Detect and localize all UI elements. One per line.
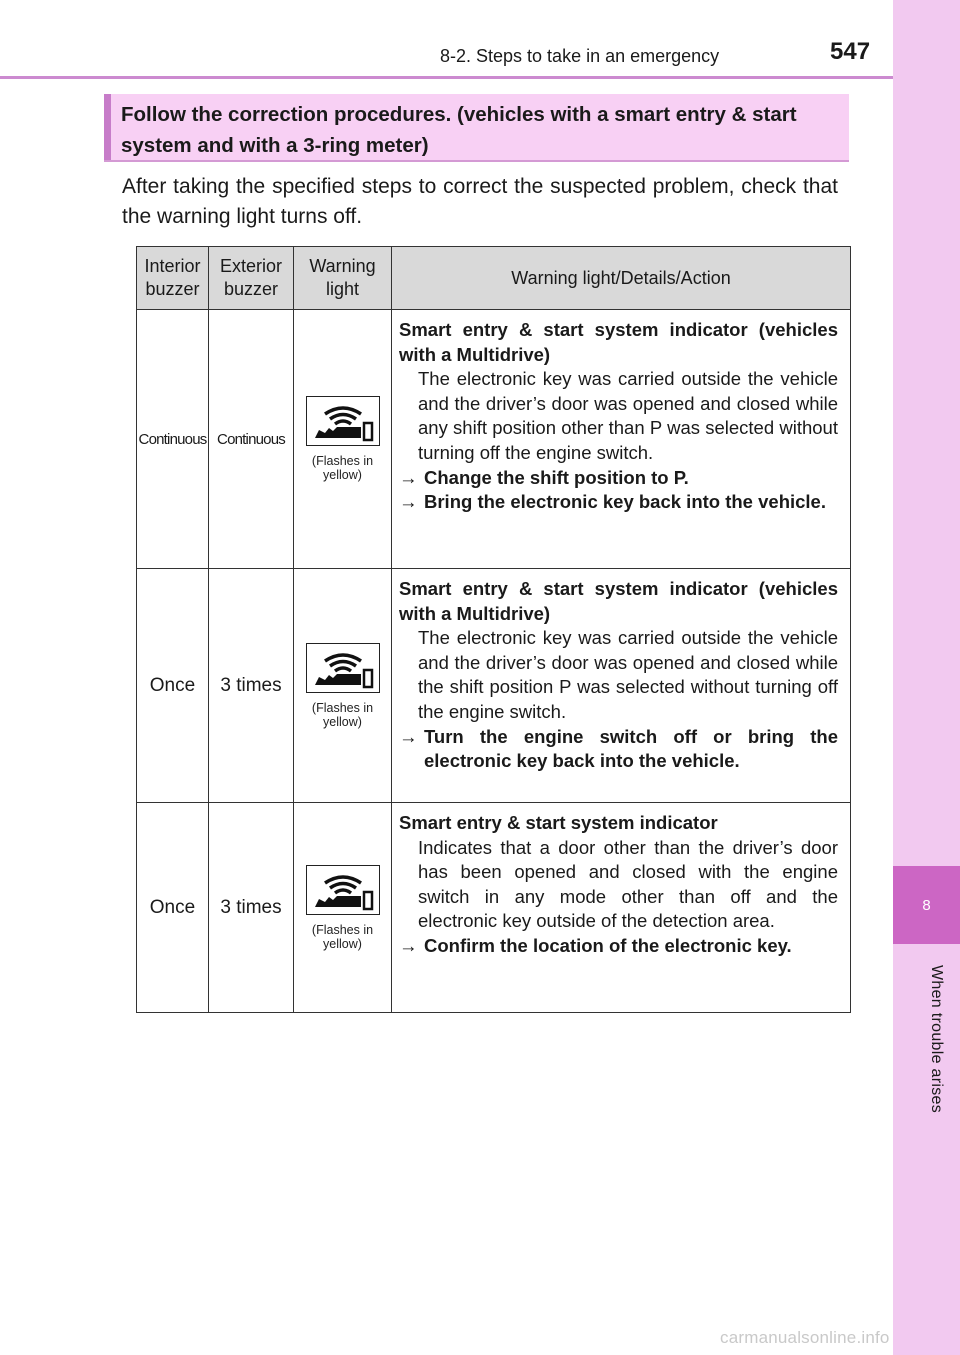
exterior-buzzer-cell: Continuous <box>209 310 294 569</box>
table-row <box>137 803 851 1013</box>
intro-paragraph: After taking the specified steps to correct the suspected problem, check that the warning light turns off. <box>122 175 838 228</box>
interior-buzzer-cell: Once <box>137 803 209 1013</box>
action-text: Change the shift position to P. <box>424 466 689 488</box>
chapter-number: 8 <box>893 866 960 944</box>
detail-title: Smart entry & start system indicator (vehicles with a Multidrive) <box>399 578 838 624</box>
smart-key-indicator-icon <box>306 643 380 693</box>
header-details: Warning light/Details/Action <box>392 247 851 310</box>
table-header-row <box>137 247 851 310</box>
header-divider <box>0 76 893 79</box>
details-cell <box>392 310 851 569</box>
arrow-icon: → <box>399 725 418 747</box>
interior-buzzer-cell: Once <box>137 569 209 803</box>
action-item <box>399 490 838 515</box>
warning-table <box>136 246 851 1013</box>
arrow-icon: → <box>399 491 418 513</box>
light-caption: (Flashes in yellow) <box>311 454 374 482</box>
detail-description: The electronic key was carried outside the vehicle and the driver’s door was opened and closed while any shift position other than P was selected without turning off the engine switch. <box>418 368 838 463</box>
section-title: 8-2. Steps to take in an emergency <box>440 46 720 66</box>
action-text: Turn the engine switch off or bring the electronic key back into the vehicle. <box>424 725 838 772</box>
chapter-side-tab <box>893 0 960 1355</box>
exterior-buzzer-cell: 3 times <box>209 803 294 1013</box>
chapter-title: When trouble arises <box>928 965 945 1113</box>
procedure-banner <box>104 94 849 162</box>
header-warning-light: Warning light <box>294 247 392 310</box>
banner-text: Follow the correction procedures. (vehicles with a smart entry & start system and with a 3-ring meter) <box>121 103 797 157</box>
action-text: Bring the electronic key back into the vehicle. <box>424 491 826 513</box>
watermark: carmanualsonline.info <box>720 1328 890 1347</box>
action-item <box>399 934 838 959</box>
light-caption: (Flashes in yellow) <box>311 922 374 951</box>
smart-key-indicator-icon <box>306 865 380 915</box>
detail-title: Smart entry & start system indicator <box>399 812 718 833</box>
action-item <box>399 466 838 491</box>
warning-light-cell <box>294 803 392 1013</box>
details-cell <box>392 803 851 1013</box>
smart-key-indicator-icon <box>306 396 380 446</box>
warning-light-cell <box>294 310 392 569</box>
arrow-icon: → <box>399 466 418 488</box>
header-interior-buzzer: Interior buzzer <box>137 247 209 310</box>
table-row <box>137 569 851 803</box>
detail-description: Indicates that a door other than the driver’s door has been opened and closed with the engine switch in any mode other than off and the electronic key outside of the detection area. <box>418 836 838 932</box>
page-number: 547 <box>830 38 871 65</box>
exterior-buzzer-cell: 3 times <box>209 569 294 803</box>
table-row <box>137 310 851 569</box>
action-item <box>399 725 838 774</box>
detail-title: Smart entry & start system indicator (vehicles with a Multidrive) <box>399 319 838 365</box>
banner-accent-bar <box>104 94 111 160</box>
warning-light-cell <box>294 569 392 803</box>
interior-buzzer-cell: Continuous <box>137 310 209 569</box>
header-exterior-buzzer: Exterior buzzer <box>209 247 294 310</box>
detail-description: The electronic key was carried outside the vehicle and the driver’s door was opened and closed while the shift position P was selected without turning off the engine switch. <box>418 627 838 722</box>
action-text: Confirm the location of the electronic key. <box>424 934 792 956</box>
arrow-icon: → <box>399 934 418 956</box>
details-cell <box>392 569 851 803</box>
light-caption: (Flashes in yellow) <box>311 700 374 729</box>
